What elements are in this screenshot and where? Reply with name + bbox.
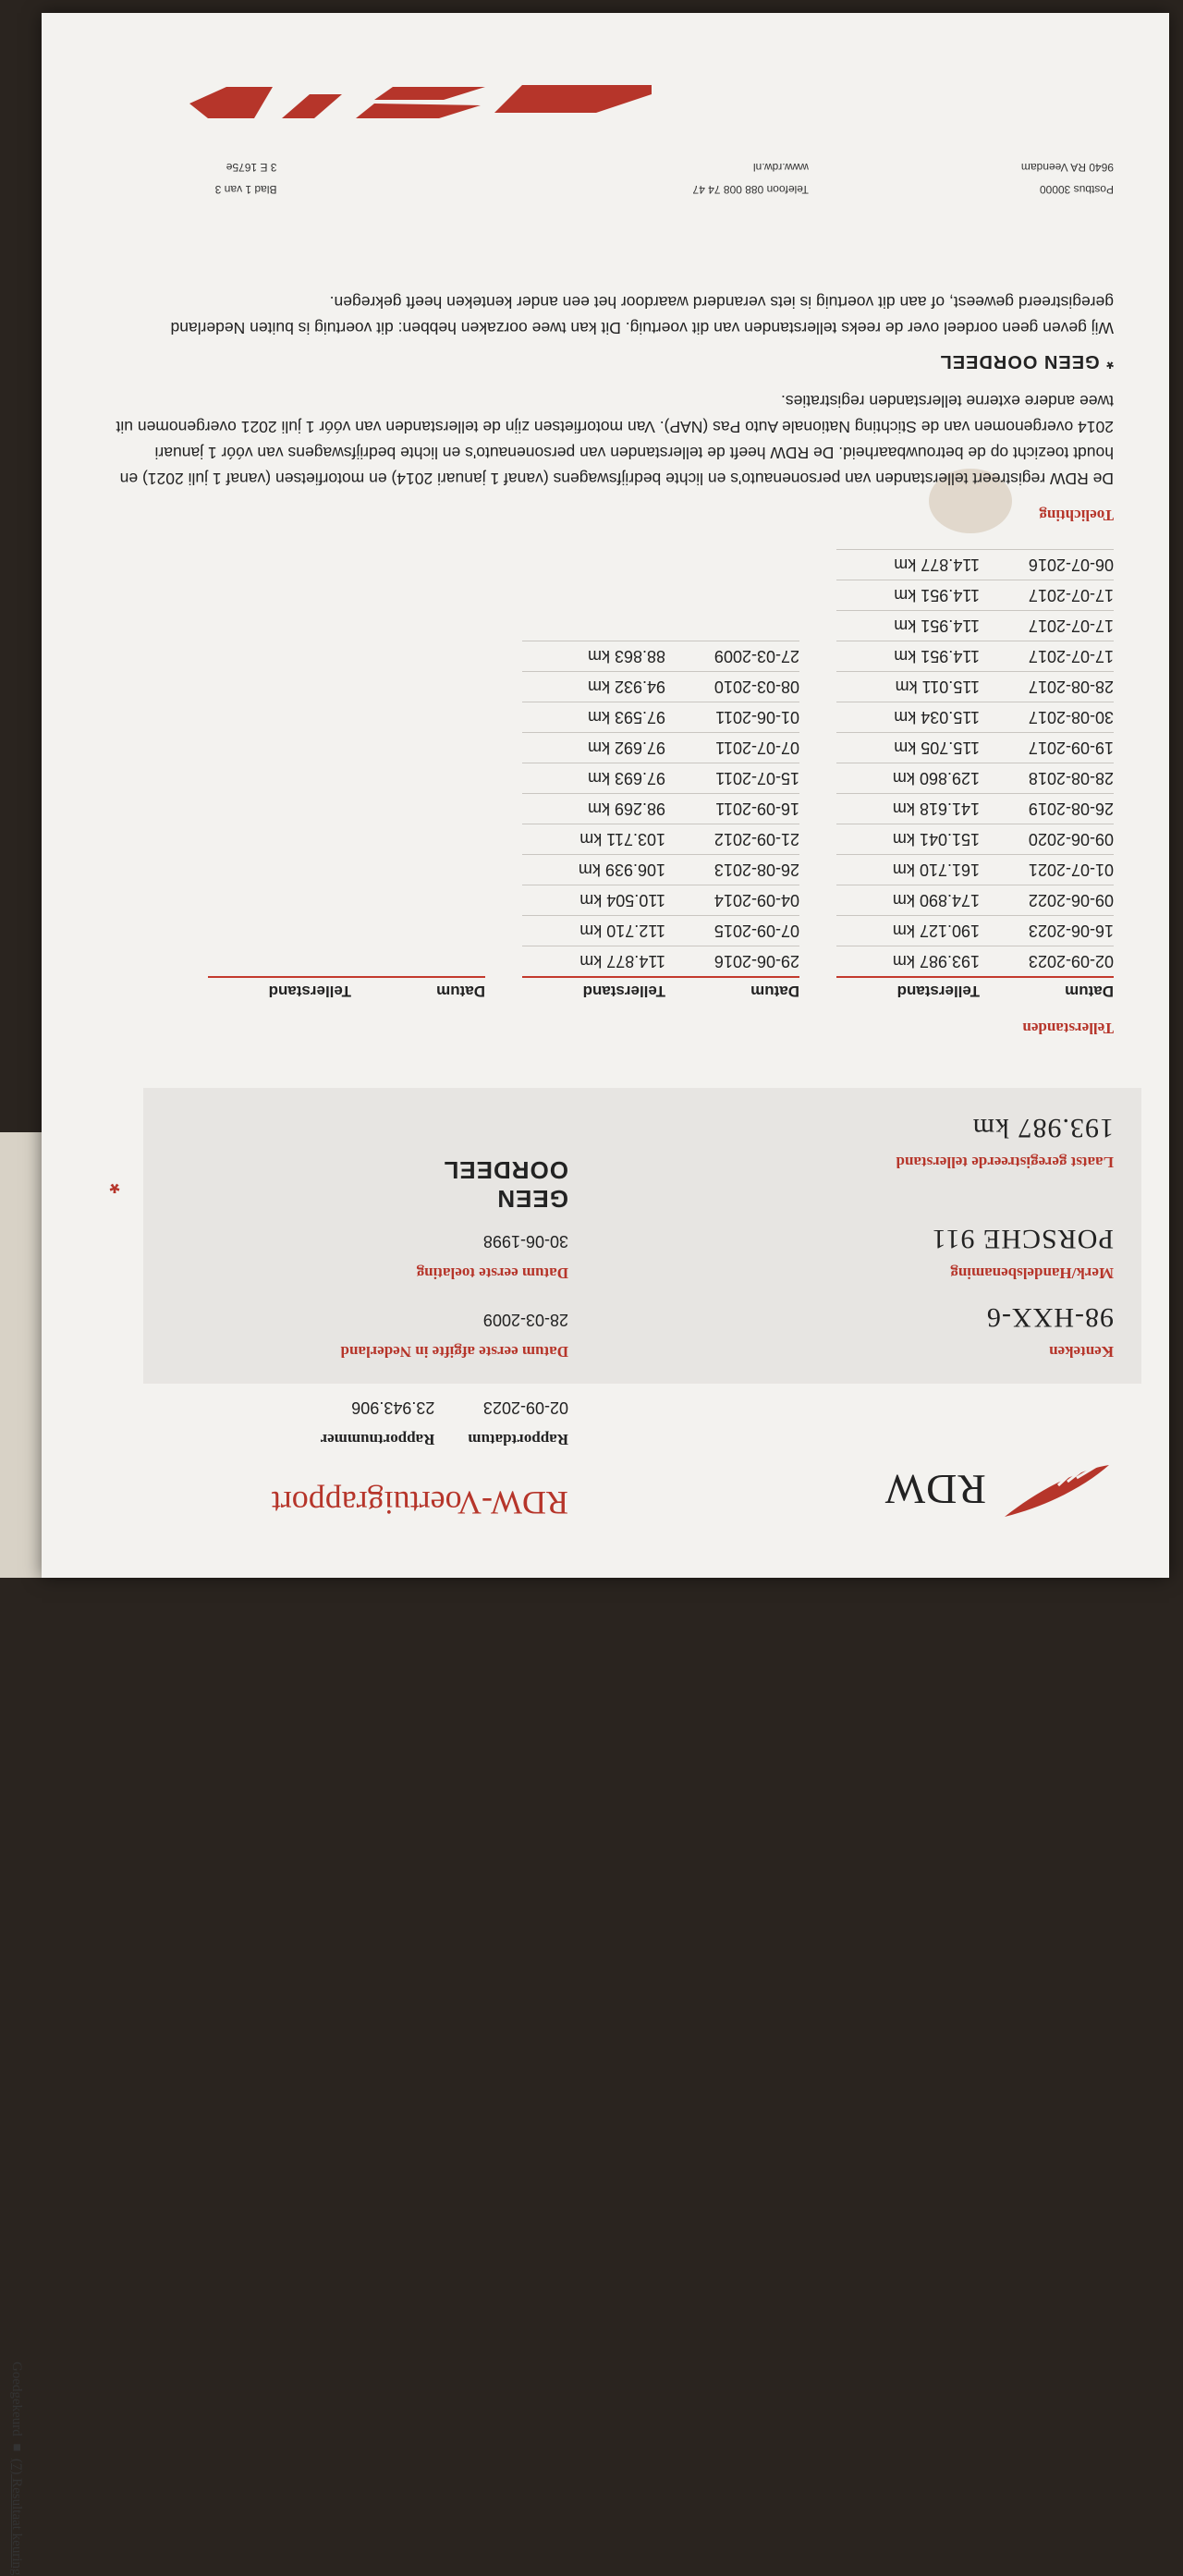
document-title: RDW-Voertuigrapport <box>271 1484 568 1521</box>
row-date: 09-06-2020 <box>1028 830 1114 849</box>
vehicle-summary-box <box>109 1088 1141 1384</box>
merk-value: PORSCHE 911 <box>931 1224 1114 1254</box>
row-tellerstand: 97.593 km <box>587 708 665 727</box>
tellerstanden-table-3 <box>208 549 485 1000</box>
table-row <box>836 763 1114 793</box>
table-row <box>522 671 799 702</box>
row-tellerstand: 193.987 km <box>892 952 980 971</box>
kenteken-value: 98-HXX-6 <box>986 1302 1114 1333</box>
row-tellerstand: 88.863 km <box>587 647 665 666</box>
row-tellerstand: 106.939 km <box>578 861 665 880</box>
row-date: 08-03-2010 <box>713 678 799 697</box>
col-datum: Datum <box>436 983 485 1000</box>
side-strip: Goedgekeurd ■ (7) Resultaat keuring <box>9 2362 24 2576</box>
row-date: 28-08-2017 <box>1028 678 1114 697</box>
rapportnummer-value: 23.943.906 <box>351 1398 435 1417</box>
row-tellerstand: 110.504 km <box>579 891 665 910</box>
row-date: 16-09-2011 <box>715 800 799 819</box>
row-date: 26-08-2013 <box>713 861 799 880</box>
row-date: 07-09-2015 <box>713 922 799 941</box>
row-date: 29-06-2016 <box>713 952 799 971</box>
row-tellerstand: 112.710 km <box>579 922 665 941</box>
row-date: 21-09-2012 <box>713 830 799 849</box>
row-tellerstand: 115.705 km <box>894 739 980 758</box>
row-date: 17-07-2017 <box>1028 647 1114 666</box>
footer-code: 3 E 1675e <box>226 161 277 174</box>
col-tellerstand: Tellerstand <box>268 983 351 1000</box>
table-row <box>836 702 1114 732</box>
row-tellerstand: 97.693 km <box>587 769 665 788</box>
eerste-afgifte-label: Datum eerste afgifte in Nederland <box>340 1343 568 1361</box>
row-tellerstand: 115.034 km <box>894 708 980 727</box>
side-strip-text: (7) Resultaat keuring <box>9 2458 24 2576</box>
kenteken-label: Kenteken <box>1049 1343 1114 1361</box>
table-row <box>522 946 799 976</box>
row-tellerstand: 151.041 km <box>892 830 980 849</box>
table-header <box>208 976 485 1000</box>
tellerstanden-title: Tellerstanden <box>1022 1019 1114 1037</box>
footer-blad: Blad 1 van 3 <box>214 183 277 196</box>
row-date: 26-08-2019 <box>1028 800 1114 819</box>
eerste-toelating-label: Datum eerste toelating <box>416 1264 568 1282</box>
table-row <box>836 610 1114 641</box>
row-tellerstand: 129.860 km <box>892 769 980 788</box>
row-tellerstand: 114.877 km <box>894 555 980 575</box>
row-tellerstand: 161.710 km <box>892 861 980 880</box>
table-row <box>836 580 1114 610</box>
table-row <box>522 793 799 824</box>
row-date: 01-06-2011 <box>715 708 799 727</box>
table-row <box>836 915 1114 946</box>
table-header <box>836 976 1114 1000</box>
row-date: 04-09-2014 <box>713 891 799 910</box>
row-date: 30-08-2017 <box>1028 708 1114 727</box>
col-datum: Datum <box>750 983 799 1000</box>
row-date: 17-07-2017 <box>1028 617 1114 636</box>
row-tellerstand: 115.011 km <box>895 678 980 697</box>
geen-oordeel-body: Wij geven geen oordeel over de reeks tellerstanden van dit voertuig. Dit kan twee oorzaken hebben: dit voertuig is buiten Nederland geregistreerd geweest, of aan dit voertuig is iets veranderd waardoor het een ander kenteken heeft gekregen. <box>170 293 1114 337</box>
oordeel-value: GEEN OORDEEL <box>443 1156 568 1213</box>
row-tellerstand: 174.890 km <box>892 891 980 910</box>
row-date: 09-06-2022 <box>1028 891 1114 910</box>
row-date: 27-03-2009 <box>713 647 799 666</box>
table-row <box>836 732 1114 763</box>
report-meta <box>321 1398 568 1448</box>
tellerstanden-table-1 <box>836 549 1114 1000</box>
row-date: 06-07-2016 <box>1028 555 1114 575</box>
eerste-toelating-value: 30-06-1998 <box>482 1232 568 1251</box>
footer-plaats: 9640 RA Veendam <box>1020 161 1114 174</box>
col-tellerstand: Tellerstand <box>896 983 980 1000</box>
table-header <box>522 976 799 1000</box>
table-row <box>522 641 799 671</box>
footer <box>97 156 1114 201</box>
report-sheet <box>42 13 1169 1578</box>
rapportdatum-value: 02-09-2023 <box>482 1398 568 1417</box>
footer-web: www.rdw.nl <box>752 161 809 174</box>
rdw-feather-logo-icon <box>1003 1458 1114 1522</box>
row-date: 01-07-2021 <box>1028 861 1114 880</box>
row-tellerstand: 114.951 km <box>894 617 980 636</box>
toelichting-title: Toelichting <box>1039 507 1114 524</box>
toelichting-body: De RDW registreert tellerstanden van personenauto's en lichte bedrijfswagens (vanaf 1 januari 2014) en motorfietsen (vanaf 1 juli 2021) en houdt toezicht op de betrouwbaarheid. De RDW heeft de tellerstanden van personenauto's en lichte bedrijfswagens van vóór 1 januari 2014 overgenomen van de Stichting Nationale Auto Pas (NAP). Van motorfietsen zijn de tellerstanden van vóór 1 juli 2021 overgenomen uit twee andere externe tellerstanden registraties. <box>116 392 1114 488</box>
row-tellerstand: 94.932 km <box>587 678 665 697</box>
row-date: 28-08-2018 <box>1028 769 1114 788</box>
footer-telefoon: Telefoon 088 008 74 47 <box>692 183 809 196</box>
brand-name: RDW <box>884 1466 986 1514</box>
row-tellerstand: 114.951 km <box>894 586 980 605</box>
table-row <box>836 671 1114 702</box>
row-tellerstand: 190.127 km <box>892 922 980 941</box>
table-row <box>836 549 1114 580</box>
table-row <box>522 885 799 915</box>
footer-postbus: Postbus 30000 <box>1039 183 1114 196</box>
table-row <box>522 763 799 793</box>
row-date: 15-07-2011 <box>715 769 799 788</box>
rapportdatum-label: Rapportdatum <box>468 1431 568 1448</box>
row-date: 07-07-2011 <box>715 739 799 758</box>
eerste-afgifte-value: 28-03-2009 <box>482 1311 568 1329</box>
row-tellerstand: 97.692 km <box>587 739 665 758</box>
row-date: 19-09-2017 <box>1028 739 1114 758</box>
table-row <box>836 824 1114 854</box>
table-row <box>522 915 799 946</box>
table-row <box>836 793 1114 824</box>
row-tellerstand: 103.711 km <box>579 830 665 849</box>
tellerstanden-table-2 <box>522 549 799 1000</box>
row-tellerstand: 114.951 km <box>894 647 980 666</box>
table-row <box>522 824 799 854</box>
col-tellerstand: Tellerstand <box>582 983 665 1000</box>
table-row <box>836 885 1114 915</box>
geen-oordeel-heading: * GEEN OORDEEL <box>939 351 1114 372</box>
laatst-label: Laatst geregistreerde tellerstand <box>896 1154 1114 1171</box>
table-row <box>836 946 1114 976</box>
row-date: 17-07-2017 <box>1028 586 1114 605</box>
oordeel-star: * <box>109 1170 120 1199</box>
side-strip-marker: Goedgekeurd <box>9 2362 24 2436</box>
table-row <box>522 702 799 732</box>
table-row <box>836 641 1114 671</box>
row-date: 02-09-2023 <box>1028 952 1114 971</box>
laatst-value: 193.987 km <box>971 1113 1114 1143</box>
row-date: 16-06-2023 <box>1028 922 1114 941</box>
row-tellerstand: 141.618 km <box>892 800 980 819</box>
table-row <box>522 732 799 763</box>
row-tellerstand: 114.877 km <box>579 952 665 971</box>
tellerstanden-tables <box>208 549 1114 1000</box>
table-row <box>522 854 799 885</box>
row-tellerstand: 98.269 km <box>587 800 665 819</box>
col-datum: Datum <box>1065 983 1114 1000</box>
table-row <box>836 854 1114 885</box>
merk-label: Merk/Handelsbenaming <box>950 1264 1114 1282</box>
rapportnummer-label: Rapportnummer <box>320 1431 435 1448</box>
rdw-stripes-logo-icon <box>189 76 652 131</box>
brand <box>884 1458 1114 1522</box>
